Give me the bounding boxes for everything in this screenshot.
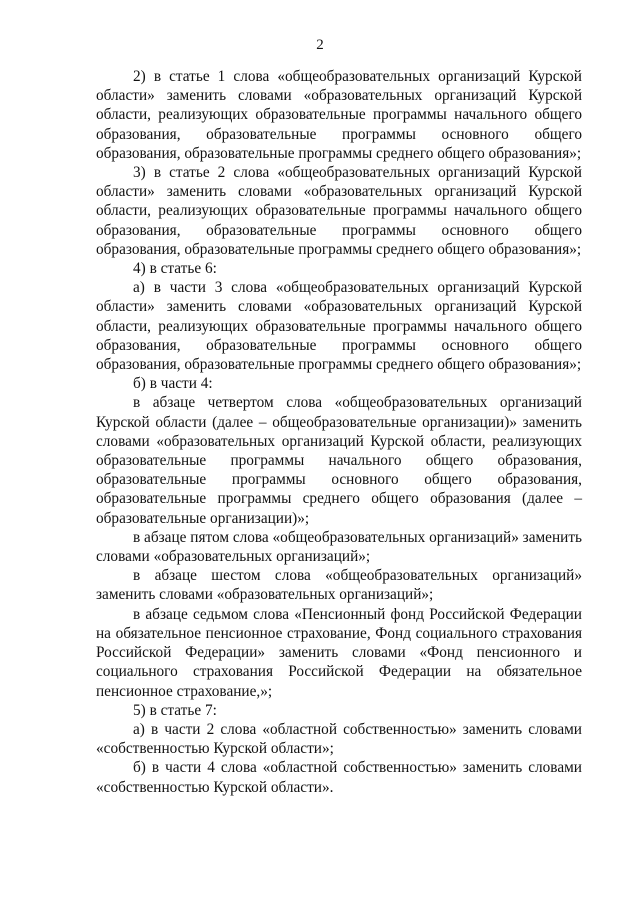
paragraph-item-4b-heading: б) в части 4: [133, 375, 213, 393]
document-body [96, 67, 582, 797]
paragraph-item-4-heading: 4) в статье 6: [133, 260, 217, 278]
paragraph-abzac-6: в абзаце шестом слова «общеобразовательных организаций» заменить словами «образовательных организаций»; [96, 567, 582, 604]
paragraph-item-5b: б) в части 4 слова «областной собственностью» заменить словами «собственностью Курской области». [96, 759, 582, 796]
paragraph-item-5-heading: 5) в статье 7: [133, 701, 217, 719]
paragraph-abzac-7: в абзаце седьмом слова «Пенсионный фонд Российской Федерации на обязательное пенсионное страхование, Фонд социального страхования Российской Федерации» заменить словами «Фонд пенсионного и социального страхования Российской Федерации на обязательное пенсионное страхование,»; [96, 605, 582, 700]
paragraph-abzac-4: в абзаце четвертом слова «общеобразовательных организаций Курской области (далее – общеобразовательные организации)» заменить словами «образовательных организаций Курской области, реализующих образовательные программы начального общего образования, образовательные программы основного общего образования, образовательные программы среднего общего образования (далее – образовательные организации)»; [96, 394, 582, 527]
paragraph-item-4a: а) в части 3 слова «общеобразовательных организаций Курской области» заменить словами «образовательных организаций Курской области, реализующих образовательные программы начального общего образования, образовательные программы основного общего образования, образовательные программы среднего общего образования»; [96, 279, 582, 374]
paragraph-abzac-5: в абзаце пятом слова «общеобразовательных организаций» заменить словами «образовательных организаций»; [96, 528, 583, 566]
page-number: 2 [316, 37, 324, 53]
paragraph-item-3: 3) в статье 2 слова «общеобразовательных организаций Курской области» заменить словами «образовательных организаций Курской области, реализующих образовательные программы начального общего образования, образовательные программы основного общего образования, образовательные программы среднего общего образования»; [96, 164, 582, 258]
paragraph-item-2: 2) в статье 1 слова «общеобразовательных организаций Курской области» заменить словами «образовательных организаций Курской области, реализующих образовательные программы начального общего образования, образовательные программы основного общего образования, образовательные программы среднего общего образования»; [96, 68, 582, 162]
paragraph-item-5a: а) в части 2 слова «областной собственностью» заменить словами «собственностью Курской области»; [96, 720, 582, 758]
